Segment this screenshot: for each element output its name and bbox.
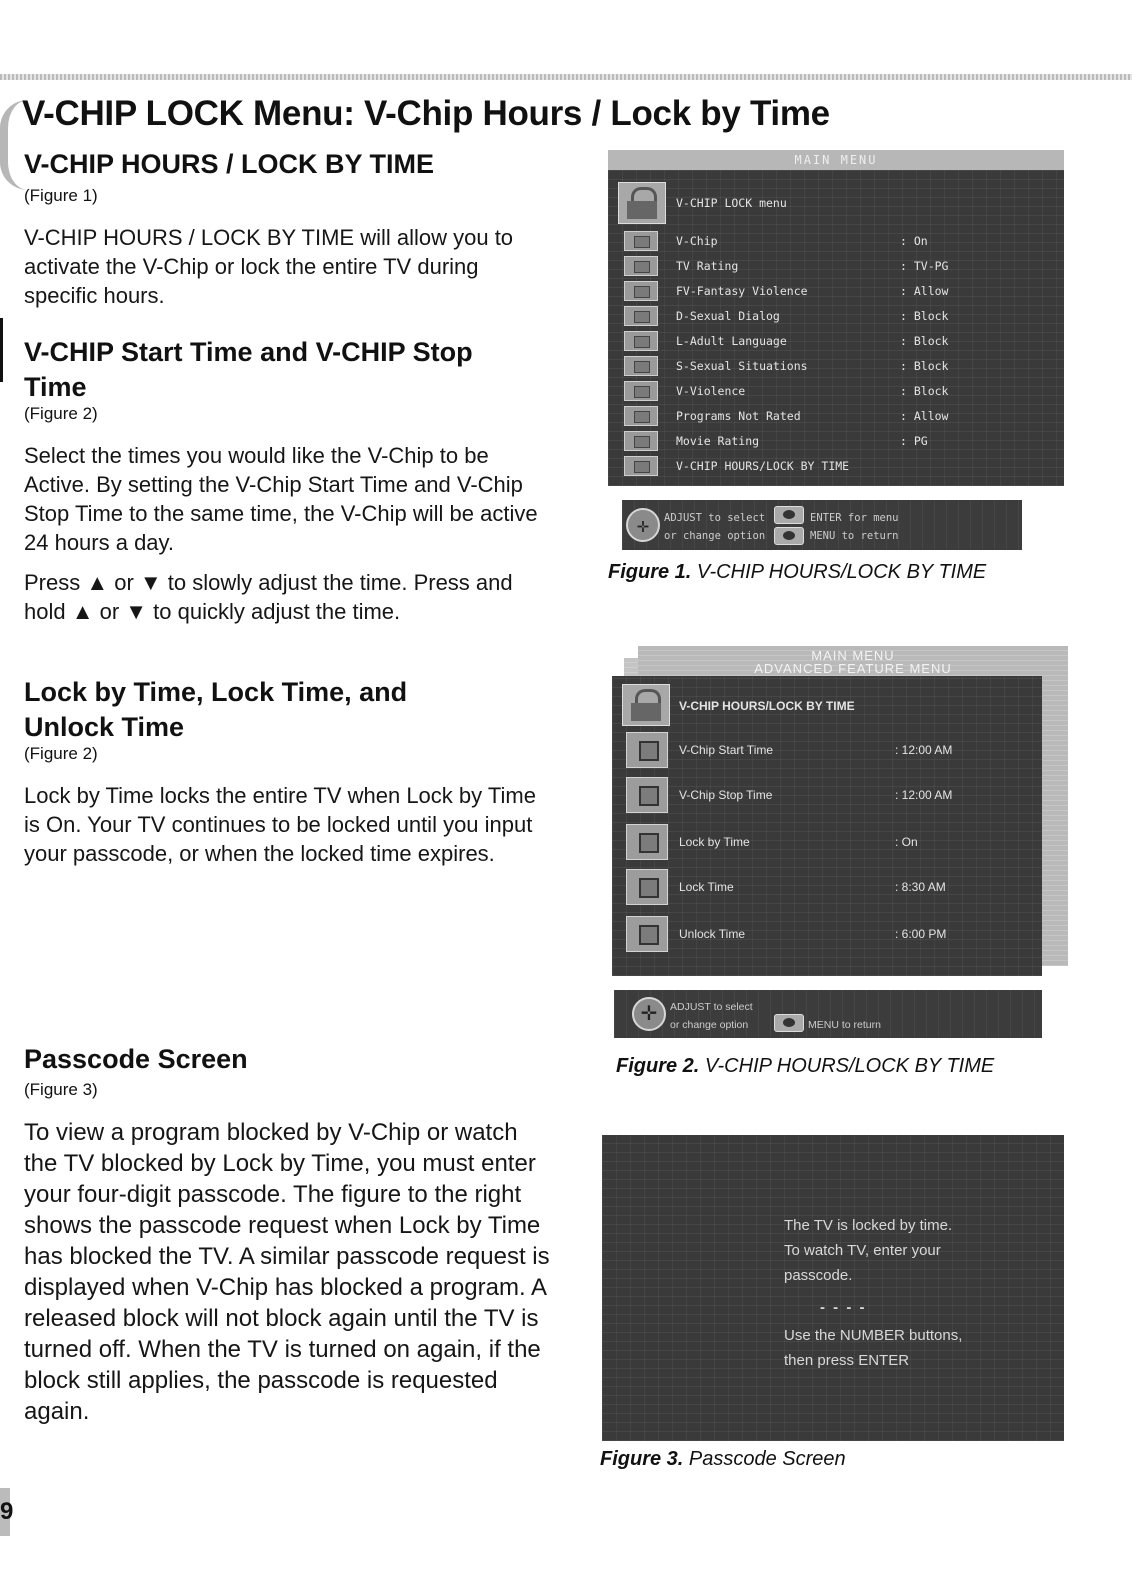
menu-row-value: : Allow xyxy=(900,284,949,298)
figure2-header2: ADVANCED FEATURE MENU xyxy=(754,661,952,676)
menu-row[interactable] xyxy=(608,329,1064,353)
menu-item-icon xyxy=(624,356,658,376)
menu-row-value: : TV-PG xyxy=(900,259,949,273)
adjust-dpad-icon xyxy=(632,997,666,1031)
menu-row[interactable] xyxy=(612,773,1042,817)
menu-row-label: Programs Not Rated xyxy=(676,409,801,423)
start-stop-heading-line1: V-CHIP Start Time and V-CHIP Stop xyxy=(24,337,473,367)
menu-row-value: : Block xyxy=(900,309,949,323)
start-stop-figure-ref: (Figure 2) xyxy=(24,404,98,423)
menu-item-icon xyxy=(624,256,658,276)
hours-figure-ref: (Figure 1) xyxy=(24,186,98,205)
lock-by-time-heading-line1: Lock by Time, Lock Time, and xyxy=(24,677,408,707)
menu-item-icon xyxy=(626,732,668,768)
figure3-caption-label: Figure 3. xyxy=(600,1448,684,1470)
menu-row-label: Unlock Time xyxy=(679,927,746,941)
figure3-caption xyxy=(600,1448,846,1471)
figure1-header: MAIN MENU xyxy=(608,150,1064,170)
figure2-caption xyxy=(616,1055,994,1078)
menu-row-value: : Block xyxy=(900,384,949,398)
passcode-line2: To watch TV, enter your xyxy=(784,1242,941,1259)
nav-adjust-line1: ADJUST to select xyxy=(664,512,766,524)
menu-row[interactable] xyxy=(612,728,1042,772)
figure2-header1: MAIN MENU xyxy=(811,648,895,663)
nav-menu: MENU to return xyxy=(810,530,899,542)
figure1-menu-title xyxy=(608,191,1064,215)
nav-enter: ENTER for menu xyxy=(810,512,899,524)
menu-row[interactable] xyxy=(608,404,1064,428)
menu-row-label: V-Chip Stop Time xyxy=(679,788,773,802)
menu-row[interactable] xyxy=(608,254,1064,278)
figure1-nav-bar xyxy=(622,500,1022,550)
top-rule xyxy=(0,74,1132,80)
figure2-menu-title-label: V-CHIP HOURS/LOCK BY TIME xyxy=(679,699,855,713)
menu-item-icon xyxy=(626,916,668,952)
start-stop-heading-line2: Time xyxy=(24,372,87,402)
page-number: 9 xyxy=(0,1488,10,1536)
nav-menu: MENU to return xyxy=(808,1019,881,1031)
menu-row[interactable] xyxy=(612,912,1042,956)
menu-row[interactable] xyxy=(608,454,1064,478)
menu-row-label: Lock Time xyxy=(679,880,734,894)
figure1-caption-label: Figure 1. xyxy=(608,561,692,583)
lock-by-time-figure-ref: (Figure 2) xyxy=(24,744,98,763)
lock-by-time-body: Lock by Time locks the entire TV when Lock by Time is On. Your TV continues to be locked until you input your passcode, or when the locked time expires. xyxy=(24,783,536,866)
figure2-caption-text: V-CHIP HOURS/LOCK BY TIME xyxy=(704,1055,995,1077)
figure2-caption-label: Figure 2. xyxy=(616,1055,700,1077)
menu-item-icon xyxy=(624,306,658,326)
passcode-body: To view a program blocked by V-Chip or watch the TV blocked by Lock by Time, you must enter your four-digit passcode. The figure to the right shows the passcode request when Lock by Time has blocked the TV. A similar passcode request is displayed when V-Chip has blocked a program. A released block will not block again until the TV is turned off. When the TV is turned on again, if the block still applies, the passcode is requested again. xyxy=(24,1119,550,1425)
menu-item-icon xyxy=(624,381,658,401)
menu-row-label: D-Sexual Dialog xyxy=(676,309,780,323)
passcode-line4: Use the NUMBER buttons, xyxy=(784,1327,963,1344)
menu-item-icon xyxy=(624,431,658,451)
passcode-figure-ref: (Figure 3) xyxy=(24,1080,98,1099)
menu-row-label: V-Violence xyxy=(676,384,746,398)
menu-row-label: V-Chip Start Time xyxy=(679,743,774,757)
menu-row-label: V-Chip xyxy=(676,234,718,248)
passcode-instructions xyxy=(784,1323,962,1373)
menu-row-value: : PG xyxy=(900,434,928,448)
menu-row[interactable] xyxy=(608,229,1064,253)
page-title: V-CHIP LOCK Menu: V-Chip Hours / Lock by Time xyxy=(22,94,830,133)
menu-row-label: V-CHIP HOURS/LOCK BY TIME xyxy=(676,459,850,473)
menu-row-label: S-Sexual Situations xyxy=(676,359,808,373)
menu-item-icon xyxy=(624,231,658,251)
passcode-line5: then press ENTER xyxy=(784,1352,910,1369)
menu-item-icon xyxy=(626,777,668,813)
passcode-heading: Passcode Screen xyxy=(24,1044,248,1074)
menu-item-icon xyxy=(624,331,658,351)
figure1-caption-text: V-CHIP HOURS/LOCK BY TIME xyxy=(696,561,987,583)
hours-body: V-CHIP HOURS / LOCK BY TIME will allow you to activate the V-Chip or lock the entire TV during specific hours. xyxy=(24,225,514,308)
menu-row-value: : 12:00 AM xyxy=(895,788,953,802)
menu-row-label: L-Adult Language xyxy=(676,334,787,348)
passcode-message xyxy=(784,1213,952,1288)
menu-item-icon xyxy=(624,406,658,426)
menu-row-value: : On xyxy=(900,234,928,248)
passcode-input[interactable]: - - - - xyxy=(820,1299,867,1316)
menu-row-label: Movie Rating xyxy=(676,434,760,448)
enter-button-icon xyxy=(774,506,804,524)
figure3-caption-text: Passcode Screen xyxy=(688,1448,846,1470)
menu-row-value: : 8:30 AM xyxy=(895,880,946,894)
passcode-line3: passcode. xyxy=(784,1267,853,1284)
menu-row[interactable] xyxy=(612,820,1042,864)
menu-row[interactable] xyxy=(608,304,1064,328)
menu-row[interactable] xyxy=(608,279,1064,303)
menu-row[interactable] xyxy=(608,429,1064,453)
hours-heading: V-CHIP HOURS / LOCK BY TIME xyxy=(24,149,435,179)
menu-row[interactable] xyxy=(612,865,1042,909)
figure2-menu-title xyxy=(612,684,1042,728)
menu-row[interactable] xyxy=(608,379,1064,403)
menu-row-value: : Block xyxy=(900,359,949,373)
figure1-screen xyxy=(608,150,1064,486)
menu-item-icon xyxy=(624,456,658,476)
adjust-dpad-icon xyxy=(626,508,660,542)
menu-row-label: FV-Fantasy Violence xyxy=(676,284,808,298)
start-stop-body2: Press ▲ or ▼ to slowly adjust the time. Press and hold ▲ or ▼ to quickly adjust the time. xyxy=(24,570,513,624)
passcode-line1: The TV is locked by time. xyxy=(784,1217,953,1234)
menu-row-value: : 6:00 PM xyxy=(895,927,947,941)
lock-by-time-heading-line2: Unlock Time xyxy=(24,712,185,742)
figure1-menu-title-label: V-CHIP LOCK menu xyxy=(676,196,787,210)
menu-row-value: : On xyxy=(895,835,918,849)
menu-item-icon xyxy=(626,824,668,860)
figure3-screen xyxy=(602,1135,1064,1441)
menu-row-value: : Allow xyxy=(900,409,949,423)
figure2-screen xyxy=(612,676,1042,976)
figure2-nav-bar xyxy=(614,990,1042,1038)
nav-adjust-line2: or change option xyxy=(670,1019,749,1031)
menu-item-icon xyxy=(626,869,668,905)
menu-button-icon xyxy=(774,1014,804,1032)
menu-button-icon xyxy=(774,527,804,545)
edge-bar xyxy=(0,318,3,382)
menu-item-icon xyxy=(624,281,658,301)
menu-row-label: TV Rating xyxy=(676,259,739,273)
start-stop-body1: Select the times you would like the V-Chip to be Active. By setting the V-Chip Start Time and V-Chip Stop Time to the same time, the V-Chip will be active 24 hours a day. xyxy=(24,443,538,555)
nav-adjust-line2: or change option xyxy=(664,530,766,542)
nav-adjust-line1: ADJUST to select xyxy=(670,1001,753,1013)
figure1-caption xyxy=(608,561,986,584)
menu-row-value: : 12:00 AM xyxy=(895,743,953,757)
menu-row[interactable] xyxy=(608,354,1064,378)
menu-row-value: : Block xyxy=(900,334,949,348)
menu-row-label: Lock by Time xyxy=(679,835,750,849)
